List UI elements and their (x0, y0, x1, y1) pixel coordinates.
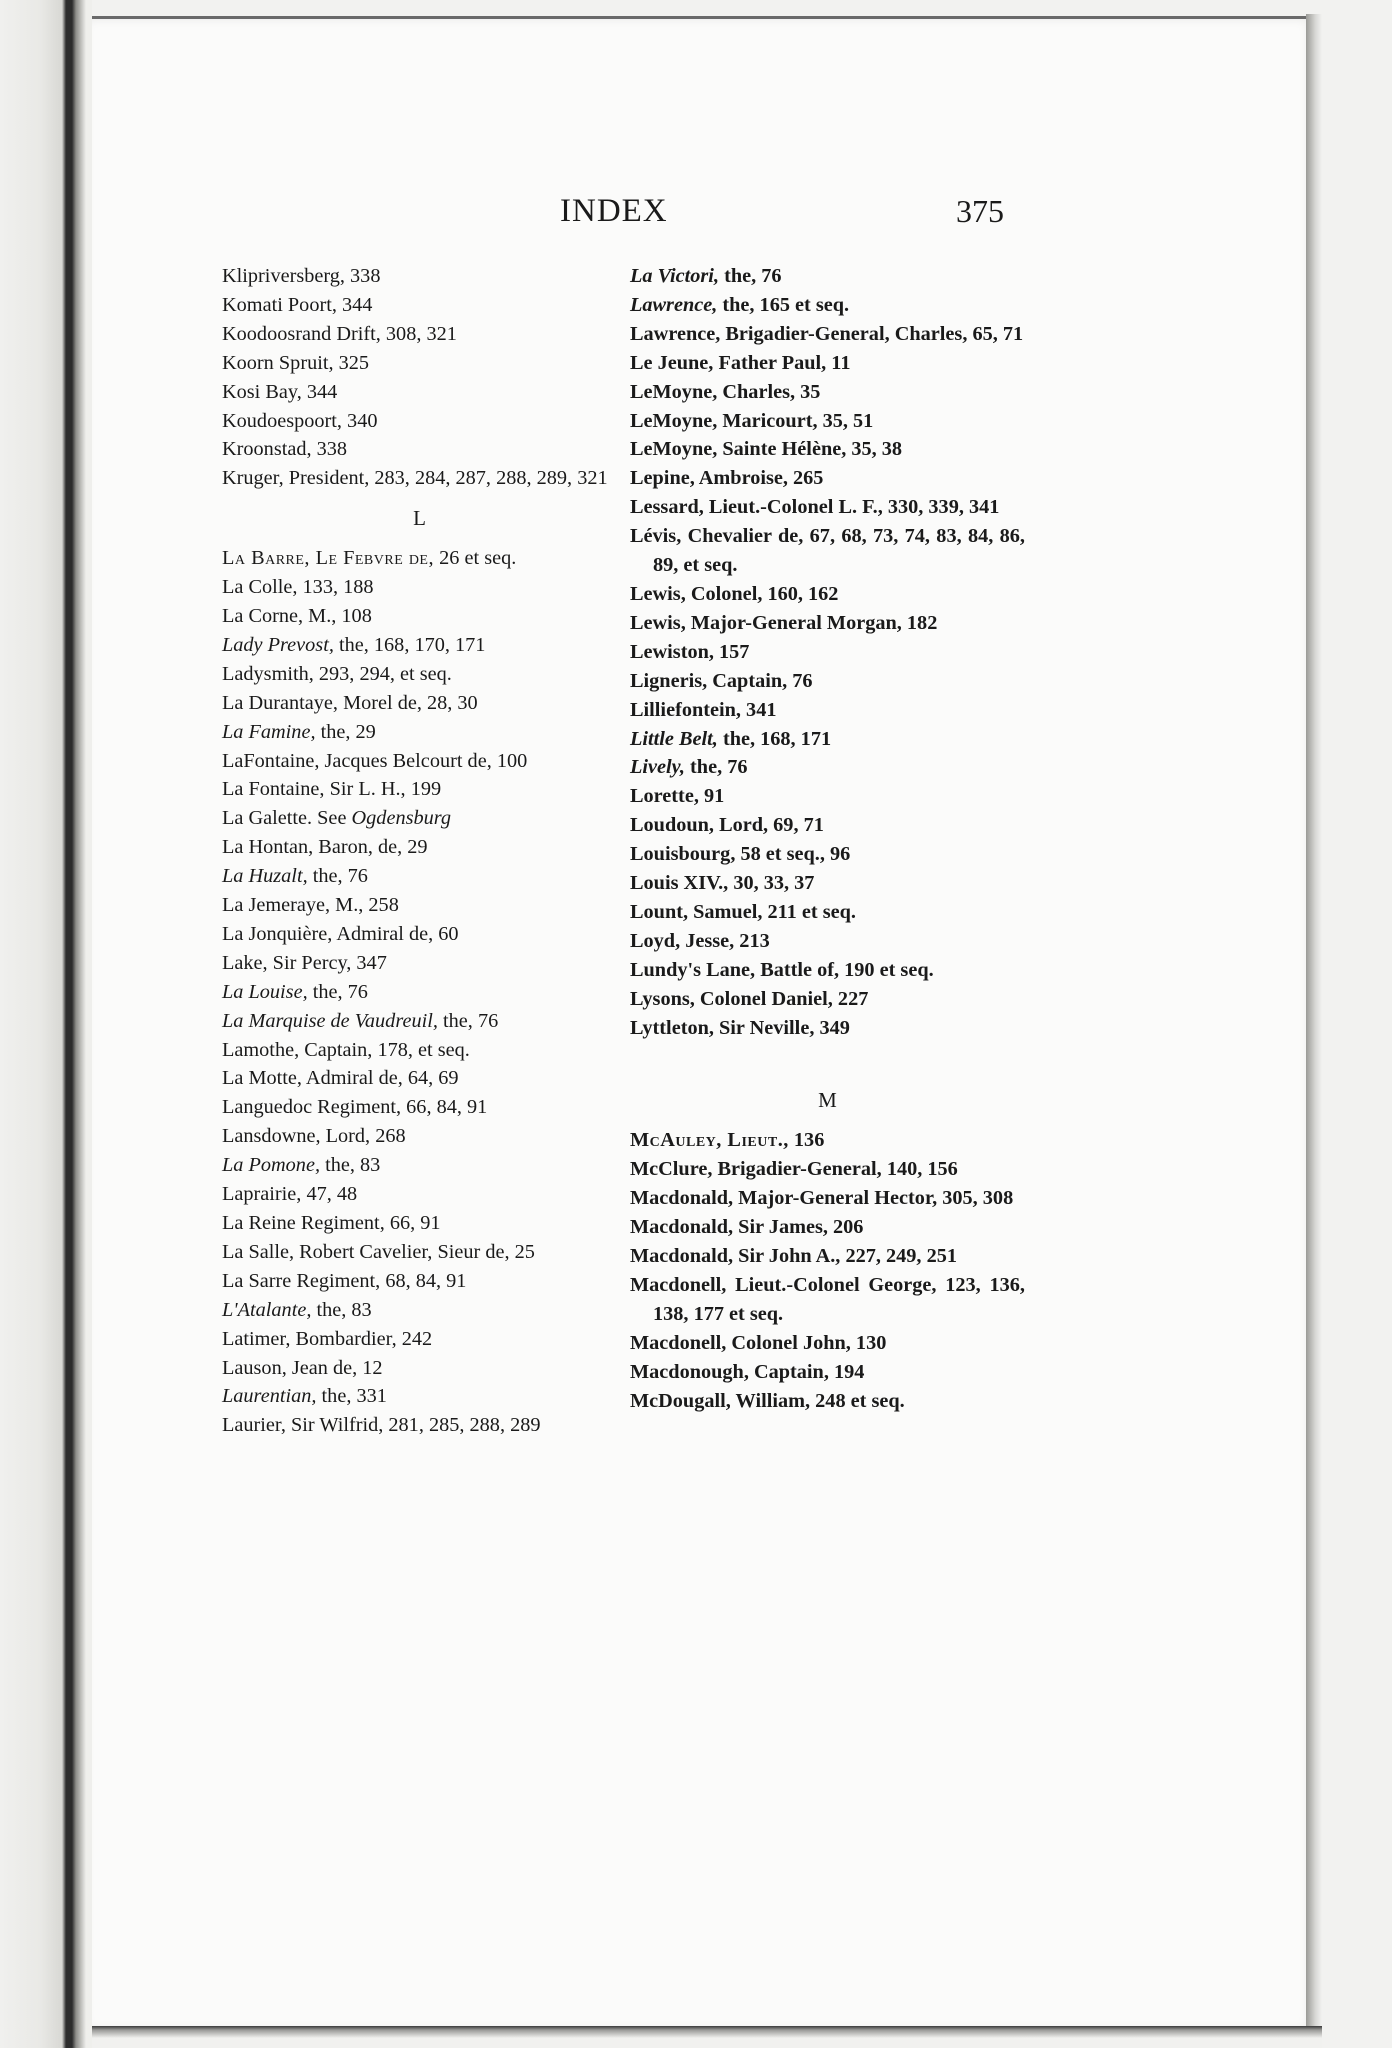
index-entry (222, 435, 617, 464)
index-entry (630, 378, 1025, 407)
index-entry (630, 1014, 1025, 1043)
index-entry (222, 862, 617, 891)
entry-text: Louisbourg, 58 et seq., 96 (630, 843, 851, 866)
entry-text: 26 et seq. (434, 547, 517, 570)
index-entry (222, 1238, 617, 1267)
entry-italic-title: La Famine, (222, 720, 316, 743)
index-entry (222, 1209, 617, 1238)
index-entry (222, 747, 617, 776)
index-entry (222, 1093, 617, 1122)
entry-italic-title: Little Belt, (630, 727, 718, 750)
entry-text: Lewiston, 157 (630, 640, 750, 663)
entry-italic-title: Lady Prevost, (222, 633, 334, 656)
index-entry (630, 1242, 1025, 1271)
entry-text: Lorette, 91 (630, 785, 725, 808)
entry-text: the, 165 et seq. (717, 293, 850, 316)
entry-text: the, 76 (437, 1009, 499, 1032)
index-entry (222, 1064, 617, 1093)
entry-text: Kosi Bay, 344 (222, 380, 338, 403)
index-entry (222, 891, 617, 920)
index-entry (222, 407, 617, 436)
entry-text: Lake, Sir Percy, 347 (222, 951, 387, 974)
entry-italic-title: La Marquise de Vaudreuil, (222, 1009, 438, 1032)
index-entry (222, 1267, 617, 1296)
entry-text: the, 76 (307, 865, 368, 888)
entry-text: Laurier, Sir Wilfrid, 281, 285, 288, 289 (222, 1414, 541, 1437)
index-entry (222, 920, 617, 949)
entry-italic-title: Laurentian, (222, 1385, 317, 1408)
index-entry (630, 1155, 1025, 1184)
entry-text: McClure, Brigadier-General, 140, 156 (630, 1158, 958, 1181)
entry-text: La Corne, M., 108 (222, 604, 372, 627)
entry-text: the, 331 (316, 1385, 387, 1408)
entry-text: Le Jeune, Father Paul, 11 (630, 351, 851, 374)
index-entry (630, 349, 1025, 378)
running-head: INDEX (560, 193, 668, 229)
index-entry (630, 638, 1025, 667)
entry-italic-title: Lawrence, (630, 293, 718, 316)
entry-text: LaFontaine, Jacques Belcourt de, 100 (222, 749, 528, 772)
entry-text: La Hontan, Baron, de, 29 (222, 836, 428, 859)
entry-text: Koorn Spruit, 325 (222, 351, 370, 374)
index-entry (222, 349, 617, 378)
entry-italic-title: L'Atalante, (222, 1298, 312, 1321)
entry-text: La Reine Regiment, 66, 91 (222, 1212, 441, 1234)
entry-text: Lauson, Jean de, 12 (222, 1356, 383, 1379)
entry-text: Kroonstad, 338 (222, 438, 348, 461)
index-entry (222, 1122, 617, 1151)
entry-text: Lessard, Lieut.-Colonel L. F., 330, 339, 341 (630, 496, 1000, 519)
page-right-edge (1306, 14, 1322, 2030)
index-column-right (630, 262, 1025, 1415)
entry-text: the, 76 (684, 756, 748, 779)
entry-text: La Galette. See (222, 807, 352, 830)
index-entry (630, 522, 1025, 580)
index-entry (222, 631, 617, 660)
entry-text: the, 168, 171 (717, 727, 832, 750)
entry-text: Lount, Samuel, 211 et seq. (630, 900, 856, 923)
entry-heading-smallcaps: La Barre, Le Febvre de, (222, 547, 435, 570)
index-entry (630, 811, 1025, 840)
entry-text: Lyttleton, Sir Neville, 349 (630, 1016, 850, 1039)
index-entry (222, 464, 617, 493)
entry-text: Kruger, President, 283, 284, 287, 288, 289, 321 (222, 467, 608, 490)
index-entry (222, 1296, 617, 1325)
entry-text: Macdonald, Sir James, 206 (630, 1216, 864, 1239)
index-entry (222, 544, 617, 573)
index-entry (222, 1411, 617, 1440)
entry-text: La Sarre Regiment, 68, 84, 91 (222, 1269, 467, 1292)
entry-text: Macdonell, Lieut.-Colonel George, 123, 136, 138, 177 et seq. (630, 1273, 1025, 1325)
entry-text: La Fontaine, Sir L. H., 199 (222, 778, 442, 801)
index-entry (222, 1354, 617, 1383)
index-entry (222, 775, 617, 804)
entry-text: Komati Poort, 344 (222, 293, 373, 316)
index-entry (222, 1007, 617, 1036)
index-entry (630, 464, 1025, 493)
index-entry (630, 667, 1025, 696)
index-entry (630, 898, 1025, 927)
index-entry (222, 1036, 617, 1065)
entry-text: La Durantaye, Morel de, 28, 30 (222, 691, 478, 714)
index-entry (630, 1271, 1025, 1329)
entry-text: Koodoosrand Drift, 308, 321 (222, 322, 457, 345)
index-entry (222, 804, 617, 833)
index-entry (630, 927, 1025, 956)
entry-text: La Colle, 133, 188 (222, 576, 374, 599)
entry-text: La Salle, Robert Cavelier, Sieur de, 25 (222, 1240, 535, 1263)
index-entry (222, 1180, 617, 1209)
entry-text: La Motte, Admiral de, 64, 69 (222, 1067, 459, 1090)
entry-text: the, 83 (320, 1154, 381, 1177)
section-letter: L (413, 506, 426, 531)
index-entry (222, 949, 617, 978)
index-entry (222, 660, 617, 689)
index-entry (630, 1329, 1025, 1358)
entry-text: Loudoun, Lord, 69, 71 (630, 814, 824, 837)
previous-page-edge (0, 0, 92, 2048)
index-entry (630, 1213, 1025, 1242)
index-entry (630, 1387, 1025, 1416)
entry-text: McDougall, William, 248 et seq. (630, 1389, 905, 1412)
index-entry (630, 435, 1025, 464)
entry-text: Klipriversberg, 338 (222, 265, 381, 287)
index-entry (630, 291, 1025, 320)
entry-text: LeMoyne, Maricourt, 35, 51 (630, 409, 874, 432)
entry-italic-title: La Victori, (630, 265, 720, 287)
index-entry (222, 1151, 617, 1180)
index-entry (630, 320, 1025, 349)
entry-text: Lévis, Chevalier de, 67, 68, 73, 74, 83, 84, 86, 89, et seq. (630, 525, 1025, 577)
index-entry (630, 782, 1025, 811)
entry-text: Lamothe, Captain, 178, et seq. (222, 1038, 470, 1061)
index-entry (222, 573, 617, 602)
index-column-left (222, 262, 617, 1440)
section-letter: M (818, 1088, 837, 1113)
entry-text: Latimer, Bombardier, 242 (222, 1327, 433, 1350)
index-entry (222, 689, 617, 718)
entry-italic-title: La Huzalt, (222, 865, 308, 888)
entry-text: Lewis, Major-General Morgan, 182 (630, 611, 938, 634)
index-entry (630, 840, 1025, 869)
index-entry (630, 725, 1025, 754)
page-bottom-edge (92, 2026, 1322, 2048)
entry-text: Laprairie, 47, 48 (222, 1183, 358, 1206)
entry-text: the, 83 (311, 1298, 372, 1321)
index-entry (222, 1382, 617, 1411)
entry-text: the, 168, 170, 171 (333, 633, 486, 656)
entry-italic-title: La Pomone, (222, 1154, 321, 1177)
entry-text: Lewis, Colonel, 160, 162 (630, 582, 839, 605)
entry-text: 136 (788, 1129, 825, 1152)
entry-cross-reference: Ogdensburg (351, 807, 452, 830)
entry-text: Macdonald, Major-General Hector, 305, 308 (630, 1187, 1014, 1210)
entry-text: Macdonell, Colonel John, 130 (630, 1331, 887, 1354)
entry-text: Macdonald, Sir John A., 227, 249, 251 (630, 1245, 957, 1267)
index-entry (222, 978, 617, 1007)
entry-text: La Jonquière, Admiral de, 60 (222, 922, 459, 945)
index-entry (630, 1126, 1025, 1155)
index-entry (630, 493, 1025, 522)
index-entry (222, 262, 617, 291)
index-entry (222, 320, 617, 349)
entry-text: the, 76 (307, 980, 368, 1003)
index-entry (630, 1184, 1025, 1213)
index-entry (222, 602, 617, 631)
index-entry (630, 956, 1025, 985)
entry-text: Loyd, Jesse, 213 (630, 929, 770, 952)
index-entry (630, 407, 1025, 436)
entry-text: La Jemeraye, M., 258 (222, 894, 399, 917)
index-entry (630, 580, 1025, 609)
entry-heading-smallcaps: McAuley, Lieut., (630, 1129, 789, 1152)
index-entry (630, 609, 1025, 638)
page-number: 375 (956, 193, 1004, 229)
entry-text: Lawrence, Brigadier-General, Charles, 65, 71 (630, 322, 1024, 345)
entry-text: Lundy's Lane, Battle of, 190 et seq. (630, 958, 934, 981)
index-entry (222, 291, 617, 320)
entry-text: the, 76 (719, 265, 782, 287)
entry-text: Ladysmith, 293, 294, et seq. (222, 662, 452, 685)
index-entry (630, 753, 1025, 782)
index-entry (222, 718, 617, 747)
entry-text: Lilliefontein, 341 (630, 698, 777, 721)
index-entry (222, 378, 617, 407)
index-entry (630, 985, 1025, 1014)
entry-text: Ligneris, Captain, 76 (630, 669, 813, 692)
index-entry (630, 696, 1025, 725)
entry-text: LeMoyne, Sainte Hélène, 35, 38 (630, 438, 903, 461)
entry-text: Lysons, Colonel Daniel, 227 (630, 987, 869, 1010)
index-entry (222, 833, 617, 862)
entry-text: Languedoc Regiment, 66, 84, 91 (222, 1096, 488, 1119)
entry-text: Koudoespoort, 340 (222, 409, 378, 432)
index-entry (630, 262, 1025, 291)
entry-italic-title: Lively, (630, 756, 685, 779)
entry-text: Louis XIV., 30, 33, 37 (630, 872, 815, 895)
entry-text: Lepine, Ambroise, 265 (630, 467, 824, 490)
entry-text: Lansdowne, Lord, 268 (222, 1125, 406, 1148)
index-entry (630, 1358, 1025, 1387)
entry-text: Macdonough, Captain, 194 (630, 1360, 865, 1383)
index-entry (222, 1325, 617, 1354)
index-entry (630, 869, 1025, 898)
entry-italic-title: La Louise, (222, 980, 308, 1003)
entry-text: LeMoyne, Charles, 35 (630, 380, 821, 403)
entry-text: the, 29 (315, 720, 376, 743)
